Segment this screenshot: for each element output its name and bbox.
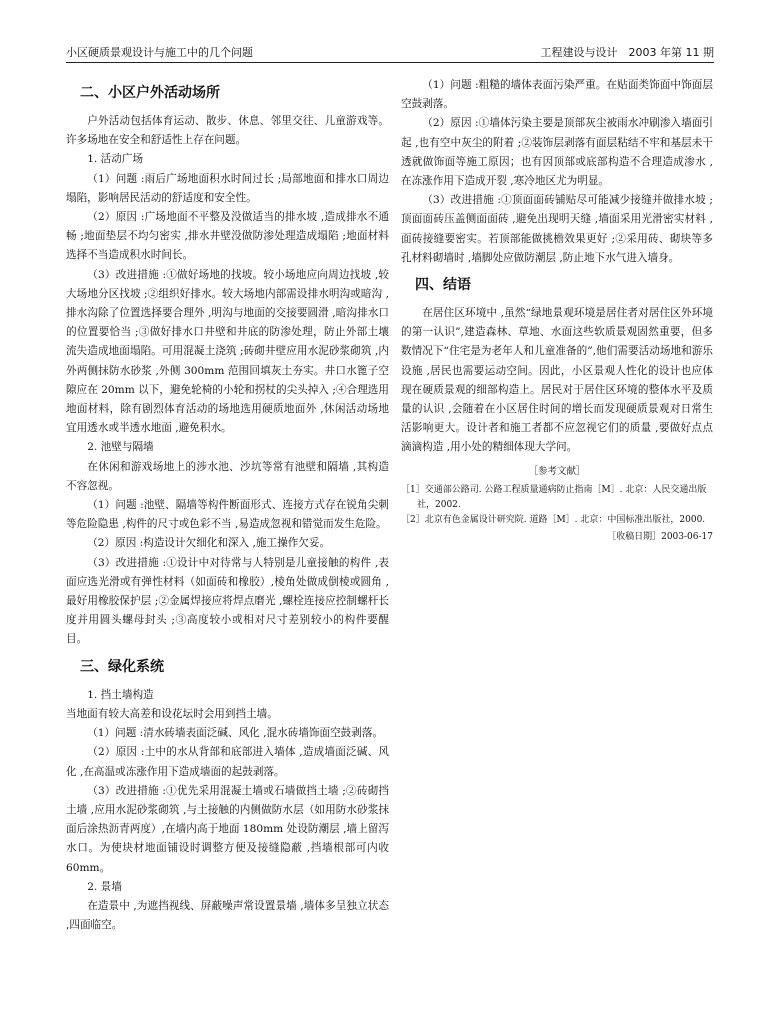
- section-heading: 三、绿化系统: [80, 658, 164, 675]
- paragraph: （2）原因 :构造设计欠细化和深入 ,施工操作欠妥。: [87, 537, 331, 550]
- right-column: [401, 76, 713, 545]
- subsection-heading: 1. 活动广场: [87, 153, 144, 166]
- paragraph: （1）问题 :雨后广场地面积水时间过长 ;局部地面和排水口周边塌陷，影响居民活动的舒适度和安全性。: [66, 172, 389, 204]
- paragraph: （2）原因 :广场地面不平整及没做适当的排水坡 ,造成排水不通畅 ;地面垫层不均匀密实 ,排水井壁没做防渗处理造成塌陷 ;地面材料选择不当造成积水时间长。: [66, 211, 389, 262]
- running-header: [66, 40, 714, 63]
- journal-issue: 工程建设与设计 2003 年第 11 期: [540, 46, 714, 59]
- subsection-heading: 1. 挡土墙构造: [87, 688, 154, 701]
- paragraph: （1）问题 :清水砖墙表面泛碱、风化 ,混水砖墙饰面空鼓剥落。: [87, 727, 384, 740]
- paragraph: （3）改进措施 :①设计中对待常与人特别是儿童接触的构件 ,表面应选光滑或有弹性材料（如面砖和橡胶）,棱角处做成倒棱或圆角 ,最好用橡胶保护层 ;②金属焊接应将焊点磨光 ,螺栓连接应控制螺杆长度并用圆头螺母封头 ;③高度较小或相对尺寸差别较小的构件要醒目。: [66, 556, 389, 646]
- paragraph: 户外活动包括体育运动、散步、休息、邻里交往、儿童游戏等。许多场地在安全和舒适性上存在问题。: [66, 115, 389, 147]
- paragraph: （3）改进措施 :①顶面面砖铺贴尽可能减少接缝并做排水坡 ;顶面面砖压盖侧面面砖 ,避免出现明天缝 ,墙面采用光滑密实材料 ,面砖接缝要密实。若顶部能做挑檐效果更好 ;②采用砖、砌块等多孔材料砌墙时 ,墙脚处应做防潮层 ,防止地下水气进入墙身。: [401, 194, 713, 264]
- paragraph: （2）原因 :①墙体污染主要是顶部灰尘被雨水冲刷渗入墙面引起 ,也有空中灰尘的附着 ;②装饰层剥落有面层粘结不牢和基层未干透就做饰面等施工原因；也有因顶部或底部构造不合理造成渗水 ,在冻涨作用下造成开裂 ,寒冷地区尤为明显。: [401, 117, 713, 188]
- paragraph: （1）问题 :池壁、隔墙等构件断面形式、连接方式存在锐角尖刺等危险隐患 ,构件的尺寸或色彩不当 ,易造成忽视和错觉而发生危险。: [66, 499, 389, 531]
- paragraph: （3）改进措施 :①做好场地的找坡。较小场地应向周边找坡 ,较大场地分区找坡 ;②组织好排水。较大场地内部需设排水明沟或暗沟 ,排水沟除了位置选择要合理外 ,明沟与地面的交接要圆滑 ,暗沟排水口的位置要恰当 ;③做好排水口井壁和井底的防渗处理，防止外部土壤流失造成地面塌陷。可用混凝土浇筑 ;砖砌井壁应用水泥砂浆砌筑 ,内外两侧抹防水砂浆 ,外侧 300mm 范围回填灰土夯实。井口水篦子空隙应在 20mm 以下，避免轮椅的小轮和拐杖的尖头掉入 ;④合理选用地面材料，除有剧烈体育活动的场地选用硬质地面外 ,休闲活动场地宜用透水或半透水地面 ,避免积水。: [66, 268, 389, 435]
- paragraph: （1）问题 :粗糙的墙体表面污染严重。在贴面类饰面中饰面层空鼓剥落。: [401, 79, 713, 111]
- reference-item: ［1］交通部公路司. 公路工程质量通病防止指南［M］. 北京：人民交通出版社，2002.: [401, 484, 707, 510]
- reference-item: ［2］北京有色金属设计研究院. 道路［M］. 北京：中国标准出版社，2000.: [401, 514, 706, 525]
- paragraph: （3）改进措施 :①优先采用混凝土墙或石墙做挡土墙 ;②砖砌挡土墙 ,应用水泥砂浆砌筑 ,与土接触的内侧做防水层（如用防水砂浆抹面后涂热沥青两度）,在墙内高于地面 180mm 处设防潮层 ,墙上留泻水口。为使块材地面铺设时调整方便及接缝隐蔽 ,挡墙根部可内收 60mm。: [66, 784, 389, 874]
- paragraph: 在造景中 ,为遮挡视线、屏蔽噪声常设置景墙 ,墙体多呈独立状态 ,四面临空。: [66, 899, 389, 932]
- references-heading: ［参考文献］: [528, 465, 586, 477]
- subsection-heading: 2. 池壁与隔墙: [87, 441, 154, 454]
- section-heading: 四、结语: [415, 277, 471, 294]
- paragraph: 在居住区环境中 ,虽然“绿地景观环境是居住者对居住区外环境的第一认识”,建造森林、草地、水面这些软质景观固然重要，但多数情况下“住宅是为老年人和儿童准备的”,他们需要活动场地和游乐设施 ,居民也需要运动空间。因此，小区景观人性化的设计也应体现在硬质景观的细部构造上。居民对于居住区环境的整体水平及质量的认识 ,会随着在小区居住时间的增长而发现硬质景观对日常生活影响更大。设计者和施工者都不应忽视它们的质量 ,要做好点点滴滴构造 ,用小处的精细体现大学问。: [401, 307, 713, 454]
- paragraph: 当地面有较大高差和设花坛时会用到挡土墙。: [66, 707, 278, 720]
- subsection-heading: 2. 景墙: [87, 880, 122, 893]
- paragraph: 在休闲和游戏场地上的涉水池、沙坑等常有池壁和隔墙 ,其构造不容忽视。: [66, 460, 389, 492]
- left-column: [66, 76, 389, 935]
- paragraph: （2）原因 :土中的水从背部和底部进入墙体 ,造成墙面泛碱、风化 ,在高温或冻涨作用下造成墙面的起鼓剥落。: [66, 746, 389, 778]
- received-date: ［收稿日期］2003-06-17: [607, 531, 713, 542]
- running-title: 小区硬质景观设计与施工中的几个问题: [66, 46, 253, 59]
- section-heading: 二、小区户外活动场所: [80, 85, 220, 101]
